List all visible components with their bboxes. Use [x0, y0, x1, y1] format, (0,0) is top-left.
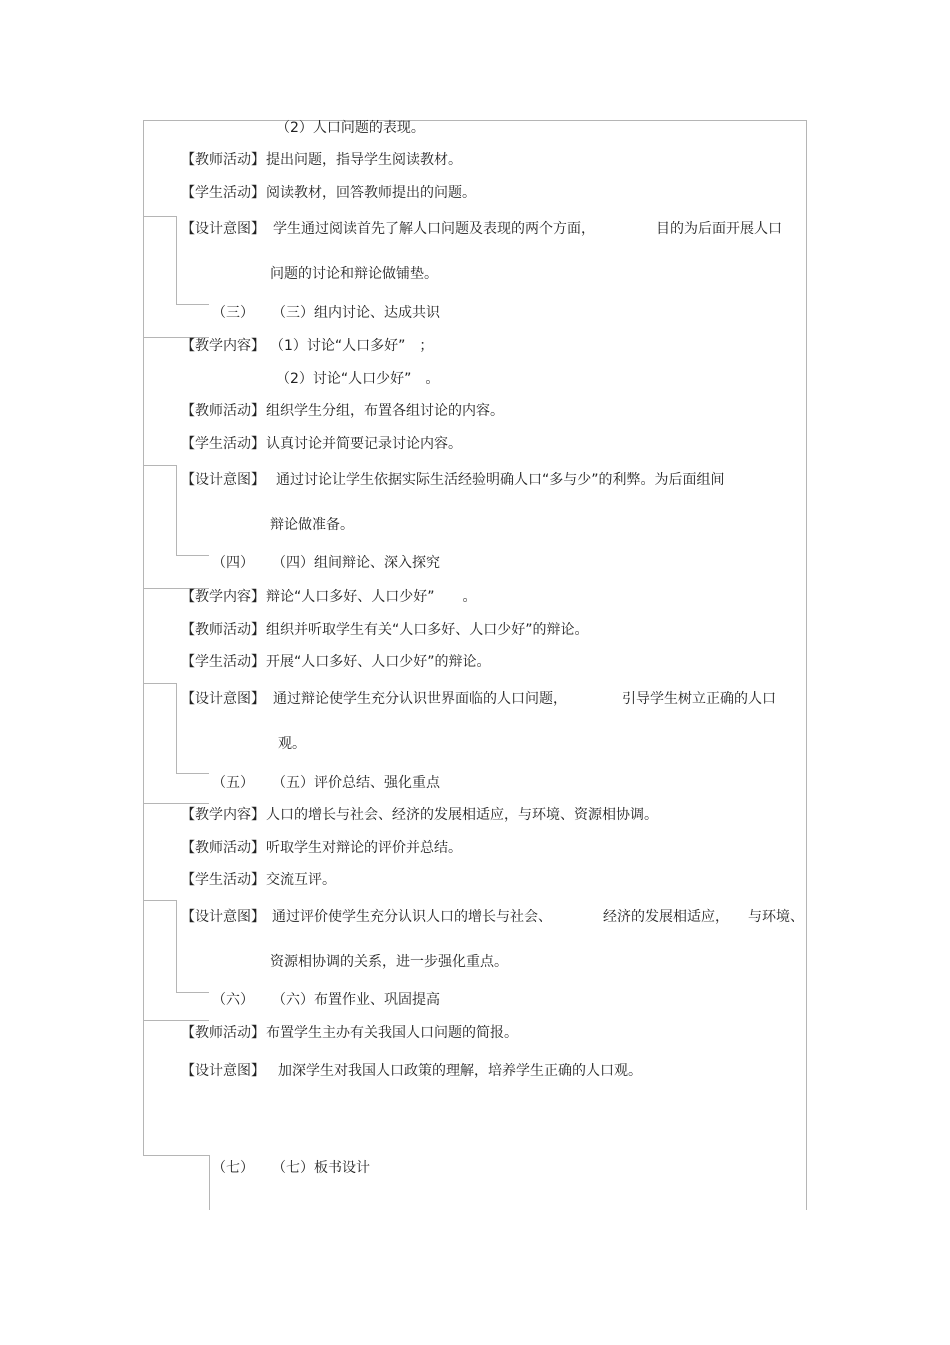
content-text: 加深学生对我国人口政策的理解，培养学生正确的人口观。	[278, 1063, 642, 1079]
divider-5	[143, 683, 176, 684]
divider-3	[143, 465, 176, 466]
section-number: （六）	[212, 992, 254, 1008]
content-text-c: 与环境、	[748, 909, 804, 925]
content-text: 通过辩论使学生充分认识世界面临的人口问题，	[273, 691, 567, 707]
divider-7-stub	[176, 900, 177, 992]
divider-9-stub	[209, 1155, 210, 1210]
content-text-cont: 资源相协调的关系，进一步强化重点。	[270, 954, 508, 970]
content-text: 阅读教材，回答教师提出的问题。	[266, 185, 476, 201]
label-design-intent: 【设计意图】	[181, 909, 265, 925]
label-student-activity: 【学生活动】	[181, 436, 265, 452]
content-text: 学生通过阅读首先了解人口问题及表现的两个方面，	[273, 221, 595, 237]
label-teaching-content: 【教学内容】	[181, 589, 265, 605]
content-text: （1）讨论“人口多好” ；	[270, 338, 434, 354]
section-heading: （七）板书设计	[272, 1160, 370, 1176]
section-heading: （五）评价总结、强化重点	[272, 775, 440, 791]
divider-1-stub	[176, 216, 177, 304]
content-text: 听取学生对辩论的评价并总结。	[266, 840, 462, 856]
label-teacher-activity: 【教师活动】	[181, 840, 265, 856]
item-text: （2）人口问题的表现。	[276, 120, 425, 136]
content-text: 通过讨论让学生依据实际生活经验明确人口“多与少”的利弊。为后面组间	[276, 472, 725, 488]
section-heading: （三）组内讨论、达成共识	[272, 305, 440, 321]
section-number: （五）	[212, 775, 254, 791]
divider-1	[143, 216, 176, 217]
content-text: 认真讨论并简要记录讨论内容。	[266, 436, 462, 452]
label-teacher-activity: 【教师活动】	[181, 1025, 265, 1041]
section-number: （三）	[212, 305, 254, 321]
label-student-activity: 【学生活动】	[181, 654, 265, 670]
divider-9	[143, 1155, 209, 1156]
content-text-cont: 辩论做准备。	[270, 517, 354, 533]
content-text: 提出问题，指导学生阅读教材。	[266, 152, 462, 168]
frame-top-border	[143, 120, 807, 121]
label-design-intent: 【设计意图】	[181, 1063, 265, 1079]
divider-7b	[176, 992, 209, 993]
label-teacher-activity: 【教师活动】	[181, 403, 265, 419]
content-text: 组织学生分组，布置各组讨论的内容。	[266, 403, 504, 419]
content-text: 开展“人口多好、人口少好”的辩论。	[266, 654, 491, 670]
label-student-activity: 【学生活动】	[181, 872, 265, 888]
divider-5-stub	[176, 683, 177, 773]
content-text: 布置学生主办有关我国人口问题的简报。	[266, 1025, 518, 1041]
divider-7	[143, 900, 176, 901]
content-text: 辩论“人口多好、人口少好” 。	[266, 589, 477, 605]
section-heading: （六）布置作业、巩固提高	[272, 992, 440, 1008]
divider-8	[143, 1020, 209, 1021]
divider-1b	[176, 304, 209, 305]
content-text-b: 引导学生树立正确的人口	[622, 691, 776, 707]
content-text: 交流互评。	[266, 872, 336, 888]
content-text-b: 经济的发展相适应，	[603, 909, 729, 925]
divider-6	[143, 803, 209, 804]
divider-3b	[176, 555, 209, 556]
content-text: 通过评价使学生充分认识人口的增长与社会、	[272, 909, 552, 925]
section-heading: （四）组间辩论、深入探究	[272, 555, 440, 571]
content-text-b: 目的为后面开展人口	[656, 221, 782, 237]
label-teacher-activity: 【教师活动】	[181, 152, 265, 168]
content-text: 人口的增长与社会、经济的发展相适应，与环境、资源相协调。	[266, 807, 658, 823]
content-text-cont: 观。	[278, 736, 306, 752]
label-teaching-content: 【教学内容】	[181, 807, 265, 823]
label-design-intent: 【设计意图】	[181, 221, 265, 237]
label-design-intent: 【设计意图】	[181, 472, 265, 488]
section-number: （七）	[212, 1160, 254, 1176]
content-text: 组织并听取学生有关“人口多好、人口少好”的辩论。	[266, 622, 589, 638]
label-student-activity: 【学生活动】	[181, 185, 265, 201]
divider-5b	[176, 773, 209, 774]
section-number: （四）	[212, 555, 254, 571]
frame-left-border	[143, 120, 144, 1155]
content-text-cont: 问题的讨论和辩论做铺垫。	[270, 266, 438, 282]
label-design-intent: 【设计意图】	[181, 691, 265, 707]
divider-3-stub	[176, 465, 177, 555]
label-teaching-content: 【教学内容】	[181, 338, 265, 354]
label-teacher-activity: 【教师活动】	[181, 622, 265, 638]
content-text: （2）讨论“人口少好” 。	[276, 371, 440, 387]
frame-right-border	[806, 120, 807, 1210]
